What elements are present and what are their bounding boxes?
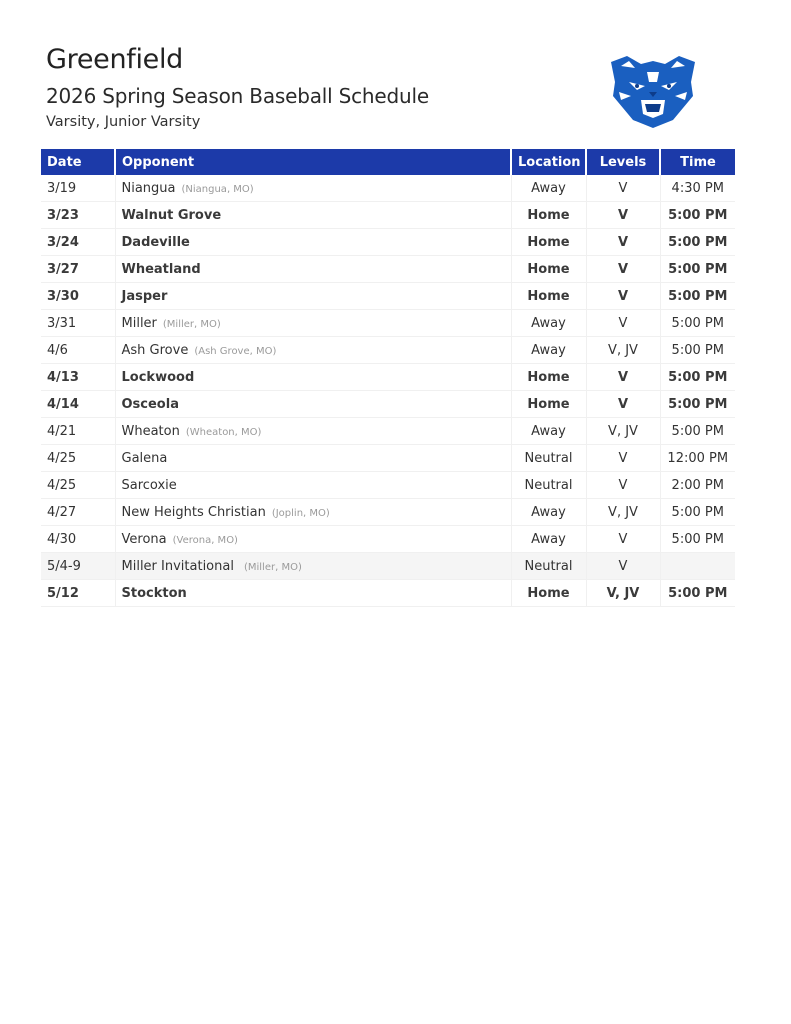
game-date: 4/25 xyxy=(41,472,115,499)
opponent-site: (Ash Grove, MO) xyxy=(194,345,277,357)
opponent-name: Sarcoxie xyxy=(121,477,177,493)
opponent-cell xyxy=(115,364,511,391)
game-time: 5:00 PM xyxy=(660,283,735,310)
game-levels: V, JV xyxy=(586,499,660,526)
game-location: Neutral xyxy=(511,553,586,580)
game-time: 5:00 PM xyxy=(660,310,735,337)
column-header-time: Time xyxy=(660,149,735,175)
game-date: 5/4-9 xyxy=(41,553,115,580)
opponent-name: Miller xyxy=(121,315,157,331)
game-time: 5:00 PM xyxy=(660,364,735,391)
opponent-site: (Joplin, MO) xyxy=(271,507,330,519)
game-levels: V xyxy=(586,553,660,580)
game-levels: V xyxy=(586,202,660,229)
game-time: 5:00 PM xyxy=(660,526,735,553)
opponent-name: Niangua xyxy=(121,180,176,196)
game-date: 5/12 xyxy=(41,580,115,607)
game-levels: V, JV xyxy=(586,580,660,607)
game-time: 12:00 PM xyxy=(660,445,735,472)
table-header-row xyxy=(41,149,735,175)
page-title: Greenfield xyxy=(46,44,184,75)
game-date: 4/6 xyxy=(41,337,115,364)
game-location: Home xyxy=(511,391,586,418)
table-row xyxy=(41,418,735,445)
opponent-cell xyxy=(115,256,511,283)
levels-subtitle: Varsity, Junior Varsity xyxy=(46,114,201,130)
game-time: 5:00 PM xyxy=(660,337,735,364)
game-levels: V xyxy=(586,283,660,310)
game-levels: V xyxy=(586,364,660,391)
game-date: 4/21 xyxy=(41,418,115,445)
opponent-cell xyxy=(115,337,511,364)
game-location: Neutral xyxy=(511,445,586,472)
opponent-name: Dadeville xyxy=(121,234,190,250)
game-date: 3/31 xyxy=(41,310,115,337)
game-location: Home xyxy=(511,229,586,256)
opponent-cell xyxy=(115,526,511,553)
game-time: 5:00 PM xyxy=(660,580,735,607)
opponent-name: Miller Invitational xyxy=(121,558,234,574)
schedule-table xyxy=(41,149,735,607)
game-date: 4/27 xyxy=(41,499,115,526)
game-location: Home xyxy=(511,580,586,607)
opponent-cell xyxy=(115,418,511,445)
game-location: Away xyxy=(511,418,586,445)
opponent-site: (Verona, MO) xyxy=(172,534,238,546)
game-location: Away xyxy=(511,526,586,553)
game-time: 5:00 PM xyxy=(660,499,735,526)
table-row xyxy=(41,445,735,472)
opponent-name: New Heights Christian xyxy=(121,504,266,520)
table-row xyxy=(41,499,735,526)
game-time: 5:00 PM xyxy=(660,202,735,229)
table-row xyxy=(41,202,735,229)
opponent-name: Ash Grove xyxy=(121,342,189,358)
column-header-date: Date xyxy=(41,149,115,175)
column-header-opponent: Opponent xyxy=(115,149,511,175)
game-location: Away xyxy=(511,310,586,337)
game-location: Neutral xyxy=(511,472,586,499)
game-levels: V xyxy=(586,391,660,418)
game-levels: V, JV xyxy=(586,418,660,445)
wildcat-logo-icon xyxy=(607,52,699,130)
table-row xyxy=(41,256,735,283)
game-levels: V xyxy=(586,175,660,202)
table-row xyxy=(41,175,735,202)
opponent-site: (Miller, MO) xyxy=(162,318,221,330)
column-header-levels: Levels xyxy=(586,149,660,175)
opponent-cell xyxy=(115,391,511,418)
table-row xyxy=(41,310,735,337)
game-location: Home xyxy=(511,202,586,229)
game-location: Home xyxy=(511,256,586,283)
opponent-name: Wheaton xyxy=(121,423,180,439)
game-date: 4/25 xyxy=(41,445,115,472)
game-time: 5:00 PM xyxy=(660,418,735,445)
opponent-name: Walnut Grove xyxy=(121,207,222,223)
game-location: Home xyxy=(511,283,586,310)
game-date: 3/19 xyxy=(41,175,115,202)
game-time: 5:00 PM xyxy=(660,229,735,256)
opponent-site: (Wheaton, MO) xyxy=(185,426,262,438)
table-row xyxy=(41,472,735,499)
game-location: Away xyxy=(511,175,586,202)
opponent-cell xyxy=(115,202,511,229)
opponent-site: (Miller, MO) xyxy=(243,561,302,573)
schedule-subtitle: 2026 Spring Season Baseball Schedule xyxy=(46,84,429,108)
opponent-name: Verona xyxy=(121,531,167,547)
game-levels: V, JV xyxy=(586,337,660,364)
opponent-name: Galena xyxy=(121,450,168,466)
opponent-name: Stockton xyxy=(121,585,187,601)
game-time: 5:00 PM xyxy=(660,256,735,283)
game-date: 3/24 xyxy=(41,229,115,256)
game-levels: V xyxy=(586,526,660,553)
opponent-site: (Niangua, MO) xyxy=(181,183,254,195)
game-levels: V xyxy=(586,256,660,283)
opponent-cell xyxy=(115,310,511,337)
game-date: 3/30 xyxy=(41,283,115,310)
game-location: Away xyxy=(511,337,586,364)
game-location: Home xyxy=(511,364,586,391)
opponent-cell xyxy=(115,553,511,580)
game-date: 4/30 xyxy=(41,526,115,553)
game-time xyxy=(660,553,735,580)
game-date: 3/27 xyxy=(41,256,115,283)
opponent-cell xyxy=(115,445,511,472)
game-levels: V xyxy=(586,229,660,256)
opponent-cell xyxy=(115,499,511,526)
opponent-name: Jasper xyxy=(121,288,168,304)
table-row xyxy=(41,391,735,418)
table-row xyxy=(41,337,735,364)
opponent-name: Lockwood xyxy=(121,369,195,385)
opponent-name: Wheatland xyxy=(121,261,201,277)
table-row xyxy=(41,553,735,580)
game-levels: V xyxy=(586,472,660,499)
game-levels: V xyxy=(586,310,660,337)
game-date: 4/14 xyxy=(41,391,115,418)
opponent-name: Osceola xyxy=(121,396,179,412)
opponent-cell xyxy=(115,175,511,202)
game-levels: V xyxy=(586,445,660,472)
game-date: 4/13 xyxy=(41,364,115,391)
game-time: 4:30 PM xyxy=(660,175,735,202)
table-row xyxy=(41,283,735,310)
table-row xyxy=(41,526,735,553)
game-location: Away xyxy=(511,499,586,526)
opponent-cell xyxy=(115,472,511,499)
game-date: 3/23 xyxy=(41,202,115,229)
opponent-cell xyxy=(115,229,511,256)
game-time: 5:00 PM xyxy=(660,391,735,418)
table-row xyxy=(41,229,735,256)
table-row xyxy=(41,580,735,607)
opponent-cell xyxy=(115,580,511,607)
opponent-cell xyxy=(115,283,511,310)
game-time: 2:00 PM xyxy=(660,472,735,499)
table-row xyxy=(41,364,735,391)
column-header-location: Location xyxy=(511,149,586,175)
